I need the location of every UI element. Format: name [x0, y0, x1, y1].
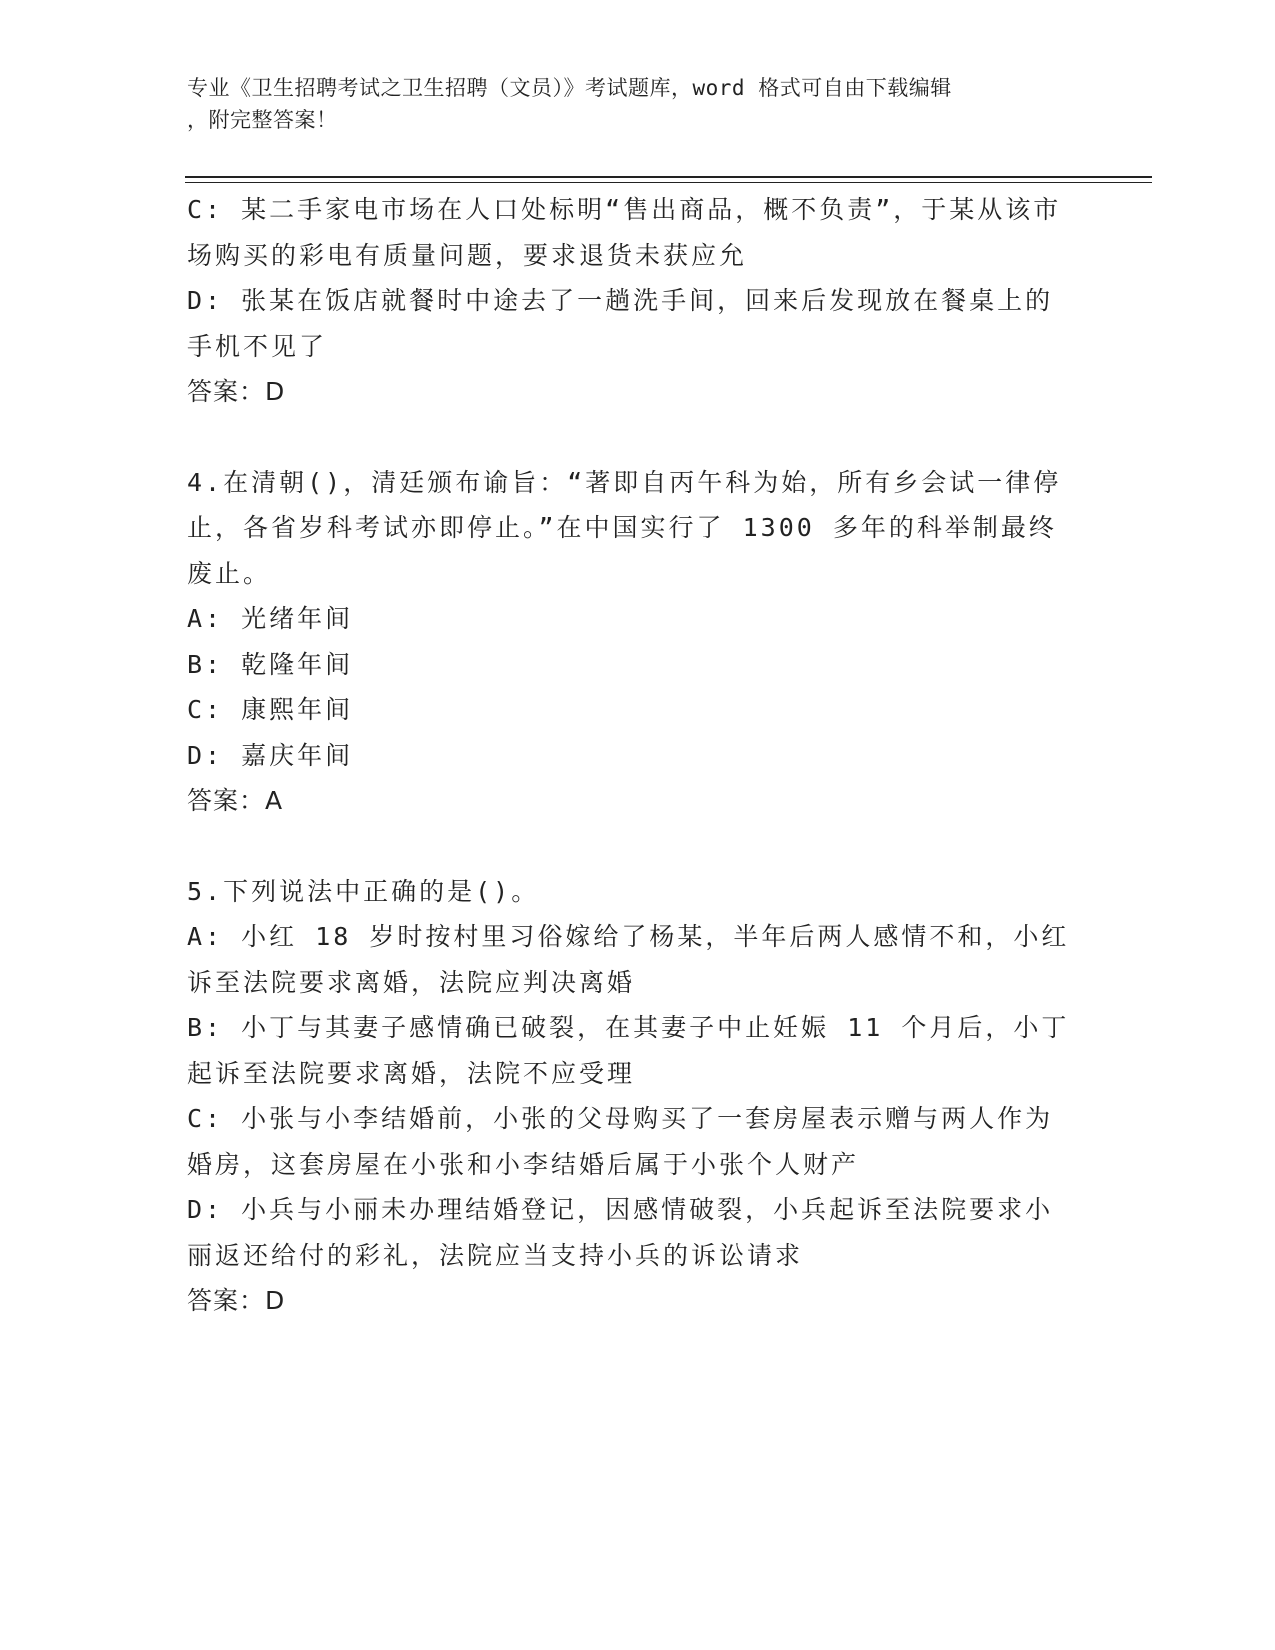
- document-header: [187, 72, 1067, 136]
- q5-option-a: A: 小红 18 岁时按村里习俗嫁给了杨某，半年后两人感情不和，小红诉至法院要求离婚，法院应判决离婚: [187, 922, 1070, 997]
- question-4: [187, 460, 1077, 824]
- header-divider-thin: [185, 182, 1152, 183]
- header-line-1: 专业《卫生招聘考试之卫生招聘（文员）》考试题库，word 格式可自由下载编辑: [187, 76, 952, 100]
- q4-question: 4.在清朝()，清廷颁布谕旨：“著即自丙午科为始，所有乡会试一律停止，各省岁科考试亦即停止。”在中国实行了 1300 多年的科举制最终废止。: [187, 467, 1062, 588]
- header-divider-thick: [185, 176, 1152, 178]
- q5-answer: 答案：D: [187, 1286, 286, 1315]
- q5-option-d: D: 小兵与小丽未办理结婚登记，因感情破裂，小兵起诉至法院要求小丽返还给付的彩礼，法院应当支持小兵的诉讼请求: [187, 1195, 1054, 1270]
- q5-option-c: C: 小张与小李结婚前，小张的父母购买了一套房屋表示赠与两人作为婚房，这套房屋在小张和小李结婚后属于小张个人财产: [187, 1104, 1054, 1179]
- spacer: [187, 824, 1077, 869]
- document-body: [187, 187, 1077, 1324]
- q3-option-d: D: 张某在饭店就餐时中途去了一趟洗手间，回来后发现放在餐桌上的手机不见了: [187, 286, 1054, 361]
- q4-answer: 答案：A: [187, 786, 284, 815]
- q5-question: 5.下列说法中正确的是()。: [187, 876, 540, 906]
- q5-option-b: B: 小丁与其妻子感情确已破裂，在其妻子中止妊娠 11 个月后，小丁起诉至法院要求离婚，法院不应受理: [187, 1013, 1070, 1088]
- header-line-2: ，附完整答案！: [187, 108, 338, 132]
- q4-option-d: D: 嘉庆年间: [187, 740, 354, 770]
- question-5: [187, 869, 1077, 1324]
- question-3-continued: [187, 187, 1077, 415]
- q4-option-a: A: 光绪年间: [187, 604, 354, 633]
- spacer: [187, 415, 1077, 460]
- q4-option-c: C: 康熙年间: [187, 695, 354, 724]
- q4-option-b: B: 乾隆年间: [187, 649, 354, 679]
- q3-option-c: C: 某二手家电市场在人口处标明“售出商品，概不负责”，于某从该市场购买的彩电有质量问题，要求退货未获应允: [187, 195, 1062, 270]
- q3-answer: 答案：D: [187, 377, 286, 406]
